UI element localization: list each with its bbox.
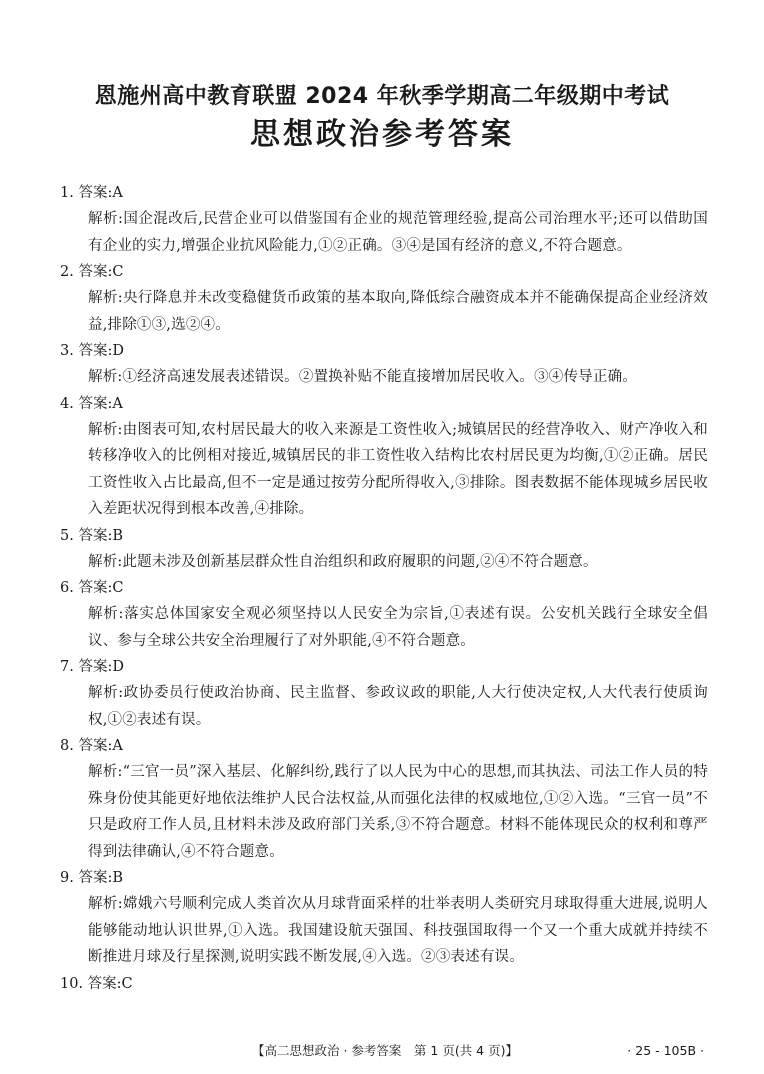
document-title: 思想政治参考答案 [250, 117, 514, 152]
explanation-text: 解析:央行降息并未改变稳健货币政策的基本取向,降低综合融资成本并不能确保提高企业经济效益,排除①③,选②④。 [88, 290, 708, 333]
question-item [60, 654, 708, 733]
answer-line: 9. 答案:B [60, 870, 123, 886]
question-item [60, 338, 708, 391]
answer-line: 7. 答案:D [60, 659, 124, 675]
answer-line: 1. 答案:A [60, 185, 123, 201]
question-item [60, 259, 708, 338]
explanation-text: 解析:国企混改后,民营企业可以借鉴国有企业的规范管理经验,提高公司治理水平;还可以借助国有企业的实力,增强企业抗风险能力,①②正确。③④是国有经济的意义,不符合题意。 [88, 211, 708, 254]
answer-line: 4. 答案:A [60, 395, 123, 412]
question-item [60, 575, 708, 654]
answer-list [60, 180, 708, 997]
answer-line: 10. 答案:C [60, 975, 133, 992]
footer-code: · 25 - 105B · [627, 1043, 704, 1058]
question-item [60, 865, 708, 971]
answer-line: 8. 答案:A [60, 738, 123, 754]
explanation-text: 解析:嫦娥六号顺利完成人类首次从月球背面采样的壮举表明人类研究月球取得重大进展,说明人能够能动地认识世界,①入选。我国建设航天强国、科技强国取得一个又一个重大成就并持续不断推进月球及行星探测,说明实践不断发展,④入选。②③表述有误。 [88, 896, 708, 965]
explanation-text: 解析:由图表可知,农村居民最大的收入来源是工资性收入;城镇居民的经营净收入、财产净收入和转移净收入的比例相对接近,城镇居民的非工资性收入结构比农村居民更为均衡,①②正确。居民工资性收入占比最高,但不一定是通过按劳分配所得收入,③排除。图表数据不能体现城乡居民收入差距状况得到根本改善,④排除。 [88, 421, 708, 517]
question-item [60, 733, 708, 865]
explanation-text: 解析:此题未涉及创新基层群众性自治组织和政府履职的问题,②④不符合题意。 [88, 553, 598, 570]
footer-page-info: 【高二思想政治 · 参考答案 第 1 页(共 4 页)】 [252, 1043, 518, 1058]
question-item [60, 391, 708, 523]
explanation-text: 解析:①经济高速发展表述错误。②置换补贴不能直接增加居民收入。③④传导正确。 [88, 369, 637, 385]
explanation-text: 解析:“三官一员”深入基层、化解纠纷,践行了以人民为中心的思想,而其执法、司法工作人员的特殊身份使其能更好地依法维护人民合法权益,从而强化法律的权威地位,①②入选。“三官一员”不只是政府工作人员,且材料未涉及政府部门关系,③不符合题意。材料不能体现民众的权利和尊严得到法律确认,④不符合题意。 [88, 764, 708, 860]
answer-line: 5. 答案:B [60, 527, 123, 544]
explanation-text: 解析:落实总体国家安全观必须坚持以人民安全为宗旨,①表述有误。公安机关践行全球安全倡议、参与全球公共安全治理履行了对外职能,④不符合题意。 [88, 606, 708, 649]
answer-line: 2. 答案:C [60, 264, 124, 280]
exam-title: 恩施州高中教育联盟 2024 年秋季学期高二年级期中考试 [94, 84, 670, 109]
explanation-text: 解析:政协委员行使政治协商、民主监督、参政议政的职能,人大行使决定权,人大代表行使质询权,①②表述有误。 [88, 685, 708, 728]
question-item [60, 180, 708, 259]
question-item [60, 971, 708, 997]
question-item [60, 523, 708, 576]
answer-line: 6. 答案:C [60, 580, 124, 596]
answer-line: 3. 答案:D [60, 343, 124, 359]
page-footer [0, 1041, 764, 1061]
